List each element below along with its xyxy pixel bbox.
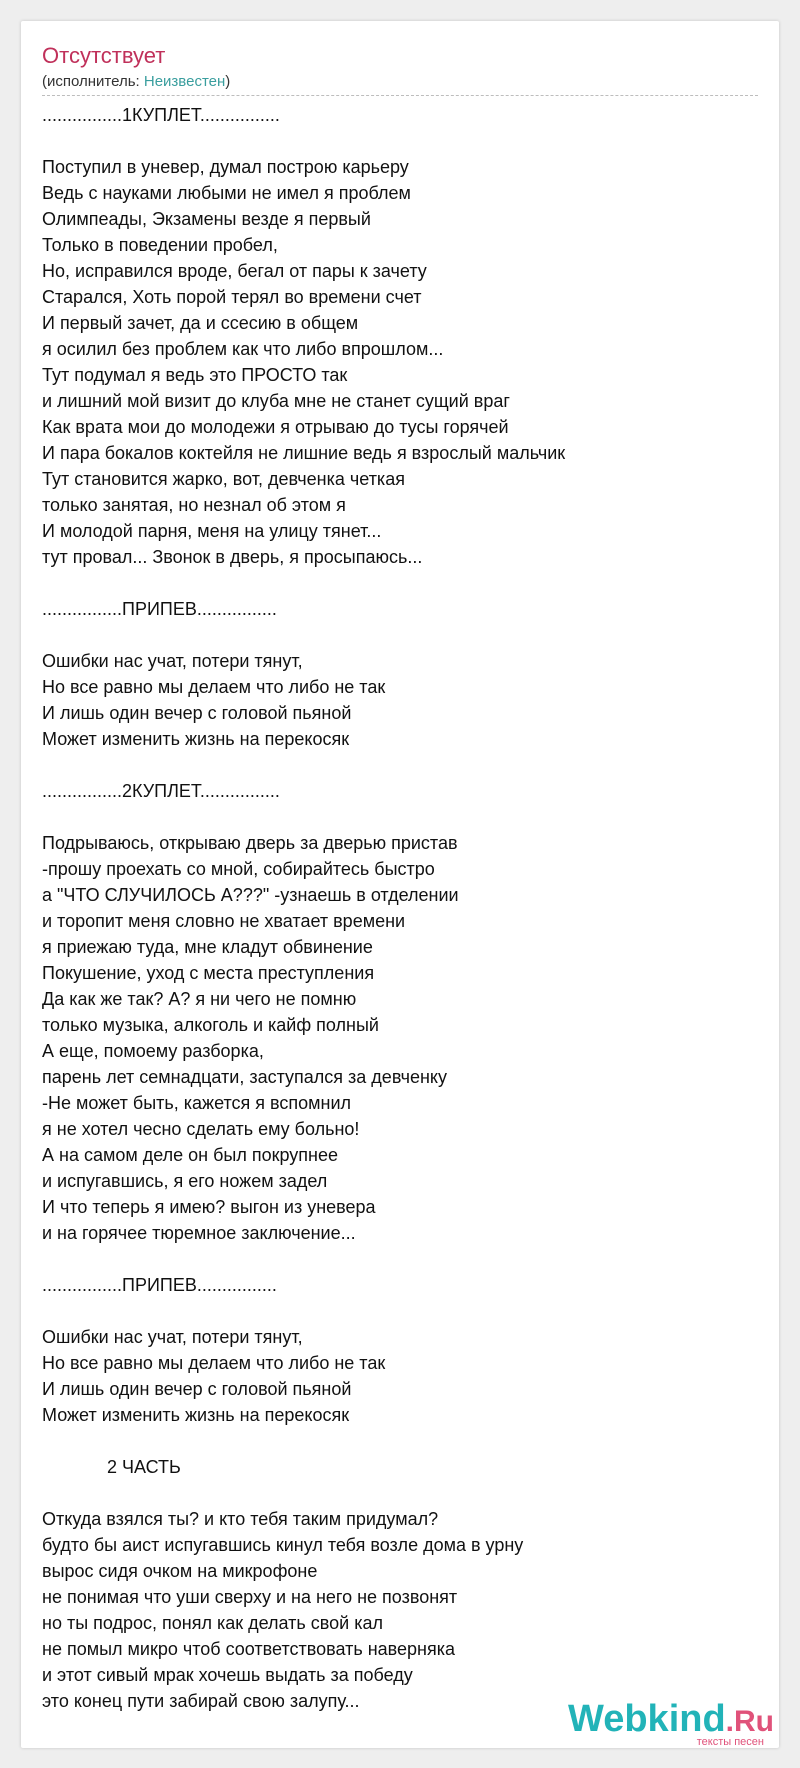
logo-tld: .Ru [725, 1705, 774, 1738]
lyric-line: И молодой парня, меня на улицу тянет... [42, 521, 382, 541]
lyric-line: только занятая, но незнал об этом я [42, 495, 346, 515]
lyric-line [42, 1428, 758, 1454]
lyric-line: Подрываюсь, открываю дверь за дверью пристав [42, 833, 458, 853]
lyric-line: я осилил без проблем как что либо впрошлом... [42, 339, 444, 359]
lyric-line: а "ЧТО СЛУЧИЛОСЬ А???" -узнаешь в отделении [42, 885, 459, 905]
lyric-line: Но все равно мы делаем что либо не так [42, 677, 386, 697]
lyric-line: 2 ЧАСТЬ [42, 1457, 181, 1477]
lyric-line: Тут становится жарко, вот, девченка четкая [42, 469, 405, 489]
lyric-line: И что теперь я имею? выгон из уневера [42, 1197, 376, 1217]
performer-line [42, 72, 230, 92]
lyric-line: и лишний мой визит до клуба мне не станет сущий враг [42, 391, 510, 411]
lyric-line: И пара бокалов коктейля не лишние ведь я взрослый мальчик [42, 443, 566, 463]
performer-prefix: (исполнитель: [42, 73, 144, 90]
song-title: Отсутствует [42, 43, 166, 68]
lyric-line: это конец пути забирай свою залупу... [42, 1691, 360, 1711]
lyric-line: я приежаю туда, мне кладут обвинение [42, 937, 373, 957]
lyric-line: парень лет семнадцати, заступался за девченку [42, 1067, 447, 1087]
lyric-line: я не хотел чесно сделать ему больно! [42, 1119, 360, 1139]
lyric-line: ................ПРИПЕВ................ [42, 599, 277, 619]
lyric-line [42, 752, 758, 778]
lyric-line: Олимпеады, Экзамены везде я первый [42, 209, 371, 229]
logo-tagline: тексты песен [696, 1736, 764, 1748]
logo-name: Webkind [568, 1698, 726, 1740]
lyric-line: ................2КУПЛЕТ................ [42, 781, 280, 801]
lyric-line: Старался, Хоть порой терял во времени счет [42, 287, 422, 307]
lyric-line: вырос сидя очком на микрофоне [42, 1561, 318, 1581]
lyric-line [42, 1480, 758, 1506]
lyric-line: Ошибки нас учат, потери тянут, [42, 1327, 303, 1347]
lyric-line [42, 128, 758, 154]
lyric-line [42, 1246, 758, 1272]
lyric-line: -Не может быть, кажется я вспомнил [42, 1093, 352, 1113]
lyric-line: Да как же так? А? я ни чего не помню [42, 989, 357, 1009]
lyric-line: ................ПРИПЕВ................ [42, 1275, 277, 1295]
performer-link[interactable]: Неизвестен [143, 73, 226, 90]
lyric-line: Может изменить жизнь на перекосяк [42, 1405, 350, 1425]
lyric-line [42, 804, 758, 830]
lyric-line: Но, исправился вроде, бегал от пары к зачету [42, 261, 427, 281]
lyric-line: Ведь с науками любыми не имел я проблем [42, 183, 411, 203]
lyric-line: и испугавшись, я его ножем задел [42, 1171, 328, 1191]
lyric-line: ................1КУПЛЕТ................ [42, 105, 280, 125]
lyric-line: не помыл микро чтоб соответствовать наверняка [42, 1639, 455, 1659]
site-logo[interactable] [568, 1699, 774, 1748]
lyric-line: Только в поведении пробел, [42, 235, 278, 255]
lyric-line [42, 1298, 758, 1324]
performer-suffix: ) [225, 73, 231, 90]
lyric-line: и этот сивый мрак хочешь выдать за победу [42, 1665, 413, 1685]
lyric-line: только музыка, алкоголь и кайф полный [42, 1015, 379, 1035]
lyric-line: Поступил в уневер, думал построю карьеру [42, 157, 409, 177]
lyric-line: Покушение, уход с места преступления [42, 963, 375, 983]
lyric-line: но ты подрос, понял как делать свой кал [42, 1613, 383, 1633]
lyric-line: будто бы аист испугавшись кинул тебя возле дома в урну [42, 1535, 524, 1555]
lyric-line: Тут подумал я ведь это ПРОСТО так [42, 365, 348, 385]
lyric-line: И лишь один вечер с головой пьяной [42, 703, 352, 723]
lyric-line: А еще, помоему разборка, [42, 1041, 264, 1061]
header-divider [42, 95, 758, 96]
lyric-line: Может изменить жизнь на перекосяк [42, 729, 350, 749]
lyric-line: Но все равно мы делаем что либо не так [42, 1353, 386, 1373]
lyric-line: не понимая что уши сверху и на него не позвонят [42, 1587, 458, 1607]
lyric-line: и торопит меня словно не хватает времени [42, 911, 406, 931]
lyric-line: -прошу проехать со мной, собирайтесь быстро [42, 859, 435, 879]
lyric-line: Ошибки нас учат, потери тянут, [42, 651, 303, 671]
lyric-line: А на самом деле он был покрупнее [42, 1145, 339, 1165]
lyric-line [42, 570, 758, 596]
lyric-line: Как врата мои до молодежи я отрываю до тусы горячей [42, 417, 509, 437]
lyrics-text [42, 102, 758, 1714]
lyric-line: Откуда взялся ты? и кто тебя таким придумал? [42, 1509, 439, 1529]
lyric-line: И первый зачет, да и ссесию в общем [42, 313, 359, 333]
lyric-line [42, 622, 758, 648]
lyric-line: тут провал... Звонок в дверь, я просыпаюсь... [42, 547, 423, 567]
lyric-line: И лишь один вечер с головой пьяной [42, 1379, 352, 1399]
lyric-line: и на горячее тюремное заключение... [42, 1223, 356, 1243]
